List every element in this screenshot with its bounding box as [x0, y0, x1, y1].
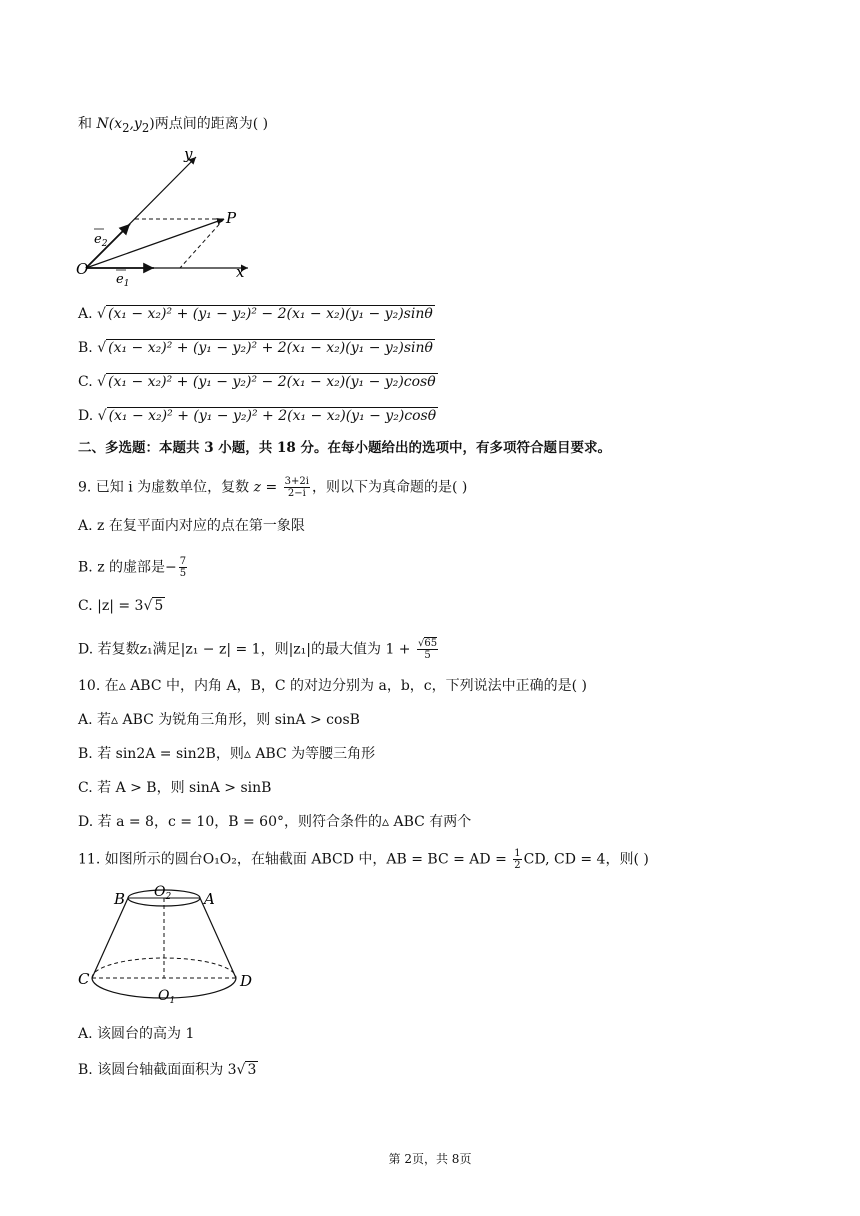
q9-stem: 9. 已知 i 为虚数单位，复数 z = $\frac{3+2i}{2-i}$ ，则以下为真命题的是( ) [78, 476, 468, 499]
label-o2: $O_2$ [154, 884, 172, 902]
q10-option-c: C. 若 A > B，则 sinA > sinB [78, 780, 272, 796]
q9-option-b: B. z 的虚部是− $\frac{7}{5}$ [78, 556, 187, 579]
q10-option-b: B. 若 sin2A = sin2B，则▵ ABC 为等腰三角形 [78, 746, 376, 762]
q9-option-c: C. |z| = 3√ 5 [78, 598, 164, 614]
label-b: B [114, 890, 126, 908]
section-header-multi-choice: 二、多选题：本题共 3 小题，共 18 分。在每小题给出的选项中，有多项符合题目要求。 [78, 440, 611, 456]
label-y: y [184, 145, 193, 163]
label-a: A [204, 890, 215, 908]
q8-stem-tail: 和 $N(x_2,y_2)$两点间的距离为( ) [78, 116, 269, 135]
oblique-axes-figure [72, 145, 262, 290]
label-c: C [78, 970, 90, 988]
q10-option-d: D. 若 a = 8，c = 10，B = 60°，则符合条件的▵ ABC 有两个 [78, 814, 472, 830]
q11-option-b: B. 该圆台轴截面面积为 3√ 3 [78, 1062, 257, 1078]
q11-option-a: A. 该圆台的高为 1 [78, 1026, 195, 1042]
q8-option-c: C. √ (x₁ − x₂)² + (y₁ − y₂)² − 2(x₁ − x₂)(y₁ − y₂)cosθ [78, 374, 436, 390]
q9-option-d: D. 若复数z₁满足|z₁ − z| = 1，则|z₁|的最大值为 1 + $\frac{√65}{5}$ [78, 638, 438, 661]
label-e2: $e_2$ [94, 232, 108, 249]
q8-option-d: D. √ (x₁ − x₂)² + (y₁ − y₂)² + 2(x₁ − x₂)(y₁ − y₂)cosθ [78, 408, 437, 424]
label-o1: $O_1$ [158, 988, 176, 1006]
q10-option-a: A. 若▵ ABC 为锐角三角形，则 sinA > cosB [78, 712, 360, 728]
e2-vector [86, 224, 130, 268]
label-o: O [76, 260, 89, 278]
q8-option-b: B. √ (x₁ − x₂)² + (y₁ − y₂)² + 2(x₁ − x₂)(y₁ − y₂)sinθ [78, 340, 433, 356]
q11-stem: 11. 如图所示的圆台O₁O₂，在轴截面 ABCD 中，AB = BC = AD = $\frac{1}{2}$ CD, CD = 4，则( ) [78, 848, 649, 871]
left-slant [92, 898, 128, 978]
frustum-figure [74, 880, 264, 1015]
label-p: P [226, 209, 237, 227]
right-slant [200, 898, 236, 978]
label-x: x [236, 263, 245, 281]
q10-stem: 10. 在▵ ABC 中，内角 A，B，C 的对边分别为 a，b，c，下列说法中正确的是( ) [78, 678, 587, 694]
page-footer: 第 2页，共 8页 [388, 1152, 472, 1166]
label-d: D [240, 972, 253, 990]
label-e1: $e_1$ [116, 272, 130, 289]
q9-option-a: A. z 在复平面内对应的点在第一象限 [78, 518, 305, 534]
q8-option-a: A. √ (x₁ − x₂)² + (y₁ − y₂)² − 2(x₁ − x₂)(y₁ − y₂)sinθ [78, 306, 433, 322]
